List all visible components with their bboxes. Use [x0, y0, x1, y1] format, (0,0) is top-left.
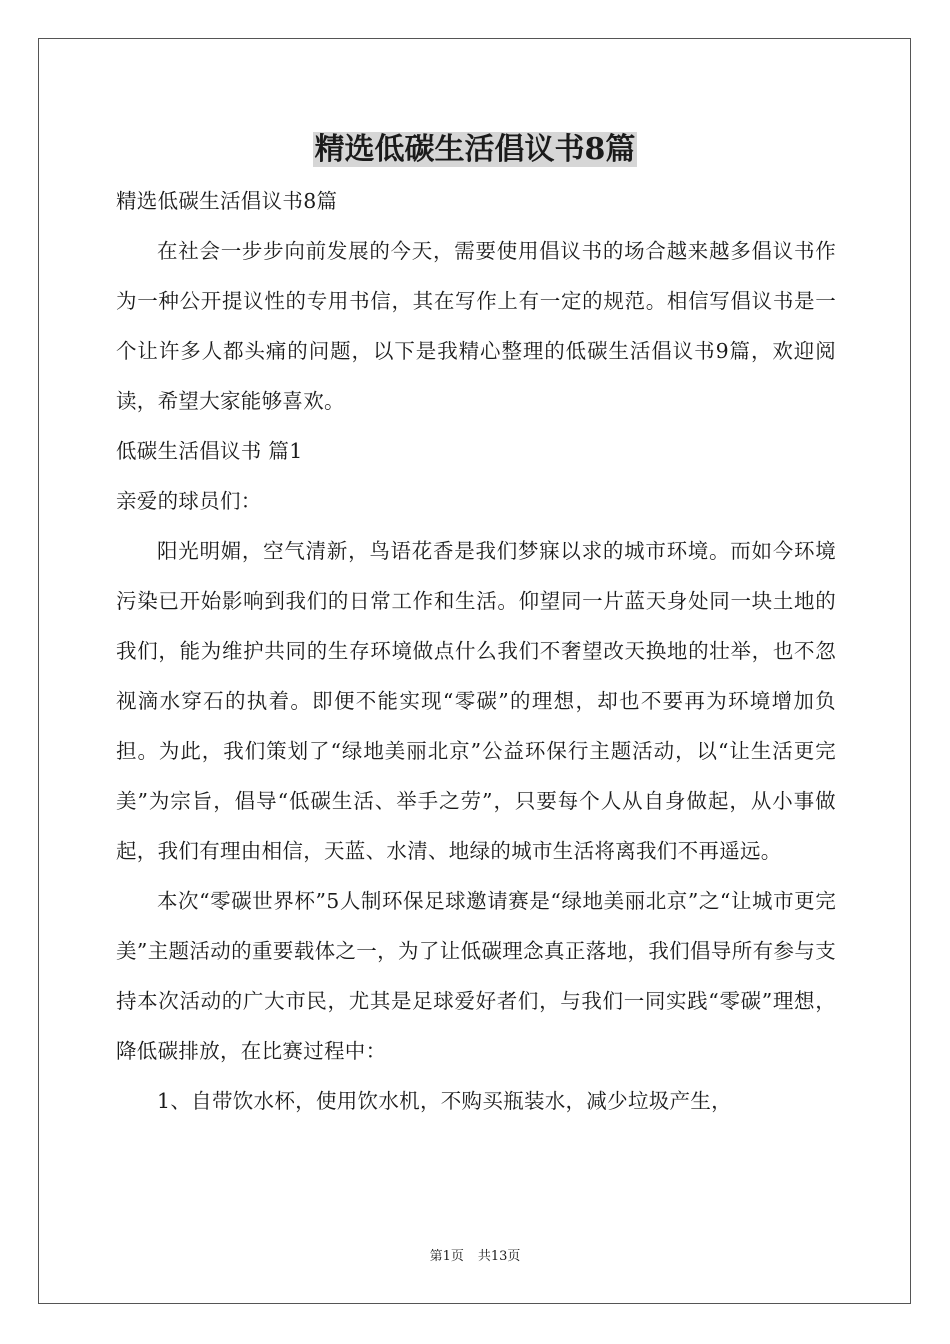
intro-paragraph: 在社会一步步向前发展的今天，需要使用倡议书的场合越来越多倡议书作为一种公开提议性的专用书信，其在写作上有一定的规范。相信写倡议书是一个让许多人都头痛的问题，以下是我精心整理的低碳生活倡议书9篇，欢迎阅读，希望大家能够喜欢。: [116, 239, 836, 413]
document-title-text: 精选低碳生活倡议书8篇: [314, 132, 636, 167]
salutation: 亲爱的球员们：: [116, 489, 262, 513]
list-item-1: 1、自带饮水杯，使用饮水机，不购买瓶装水，减少垃圾产生，: [157, 1089, 732, 1113]
document-title: [0, 128, 950, 172]
body-paragraph-1: 阳光明媚，空气清新，鸟语花香是我们梦寐以求的城市环境。而如今环境污染已开始影响到我们的日常工作和生活。仰望同一片蓝天身处同一块土地的我们，能为维护共同的生存环境做点什么我们不奢望改天换地的壮举，也不忽视滴水穿石的执着。即便不能实现“零碳”的理想，却也不要再为环境增加负担。为此，我们策划了“绿地美丽北京”公益环保行主题活动，以“让生活更完美”为宗旨，倡导“低碳生活、举手之劳”，只要每个人从自身做起，从小事做起，我们有理由相信，天蓝、水清、地绿的城市生活将离我们不再遥远。: [116, 539, 836, 863]
document-body: [116, 176, 836, 1126]
document-subtitle: 精选低碳生活倡议书8篇: [116, 189, 338, 213]
page-number: 第1页: [429, 1249, 464, 1264]
page-total: 共13页: [477, 1249, 521, 1264]
body-paragraph-2: 本次“零碳世界杯”5人制环保足球邀请赛是“绿地美丽北京”之“让城市更完美”主题活动的重要载体之一，为了让低碳理念真正落地，我们倡导所有参与支持本次活动的广大市民，尤其是足球爱好者们，与我们一同实践“零碳”理想，降低碳排放，在比赛过程中：: [116, 889, 836, 1063]
section-heading: 低碳生活倡议书 篇1: [116, 439, 303, 463]
page-footer: [0, 1249, 950, 1265]
